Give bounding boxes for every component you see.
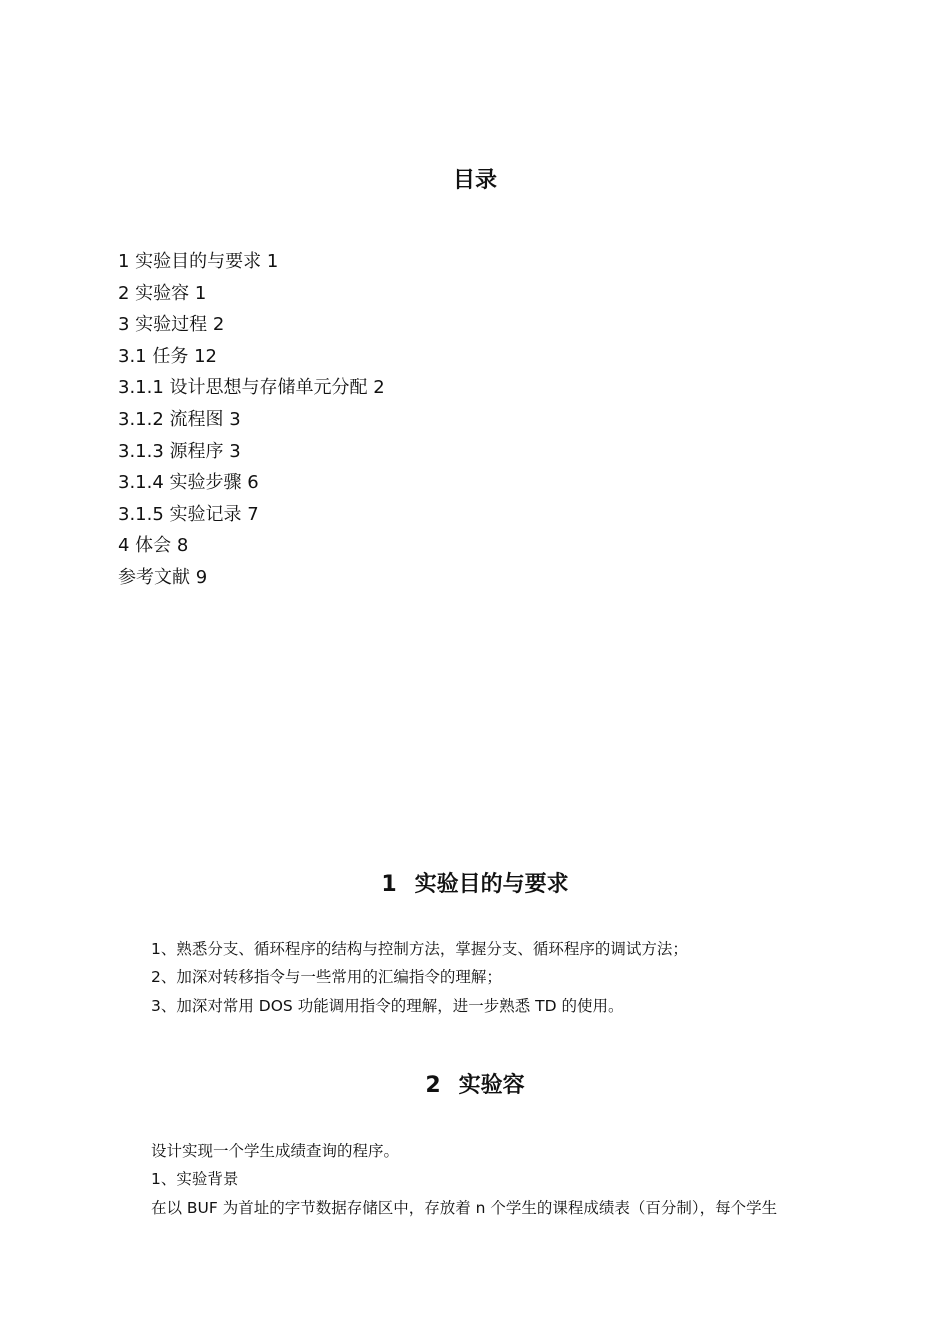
- section-1-line: 2、加深对转移指令与一些常用的汇编指令的理解；: [151, 968, 502, 987]
- toc-list: [118, 246, 385, 594]
- toc-item: 参考文献 9: [118, 566, 208, 588]
- toc-title: 目录: [452, 168, 497, 193]
- section-1-number: 1: [381, 872, 397, 897]
- toc-item: 1 实验目的与要求 1: [118, 251, 279, 272]
- toc-item: 3.1.3 源程序 3: [118, 440, 241, 462]
- toc-item: 3.1.5 实验记录 7: [118, 503, 259, 525]
- toc-item: 3.1.1 设计思想与存储单元分配 2: [118, 377, 385, 399]
- section-2-body: [151, 1137, 777, 1222]
- section-1-heading: [0, 870, 950, 900]
- section-2-line: 1、实验背景: [151, 1170, 239, 1189]
- section-1-line: 1、熟悉分支、循环程序的结构与控制方法，掌握分支、循环程序的调试方法；: [151, 940, 688, 958]
- section-2-heading: [0, 1071, 950, 1101]
- section-1-line: 3、加深对常用 DOS 功能调用指令的理解，进一步熟悉 TD 的使用。: [151, 996, 624, 1015]
- toc-item: 2 实验容 1: [118, 282, 207, 304]
- section-1-body: [151, 935, 688, 1020]
- toc-item: 4 体会 8: [118, 535, 189, 557]
- toc-item: 3.1 任务 12: [118, 345, 217, 367]
- section-2-number: 2: [425, 1073, 441, 1098]
- section-2-title: 实验容: [458, 1073, 525, 1098]
- toc-item: 3 实验过程 2: [118, 314, 225, 336]
- section-1-title: 实验目的与要求: [414, 872, 569, 897]
- toc-item: 3.1.2 流程图 3: [118, 408, 241, 430]
- toc-item: 3.1.4 实验步骤 6: [118, 472, 259, 494]
- section-2-line: 设计实现一个学生成绩查询的程序。: [151, 1142, 400, 1160]
- section-2-line: 在以 BUF 为首址的字节数据存储区中，存放着 n 个学生的课程成绩表（百分制），每个学生: [151, 1198, 778, 1217]
